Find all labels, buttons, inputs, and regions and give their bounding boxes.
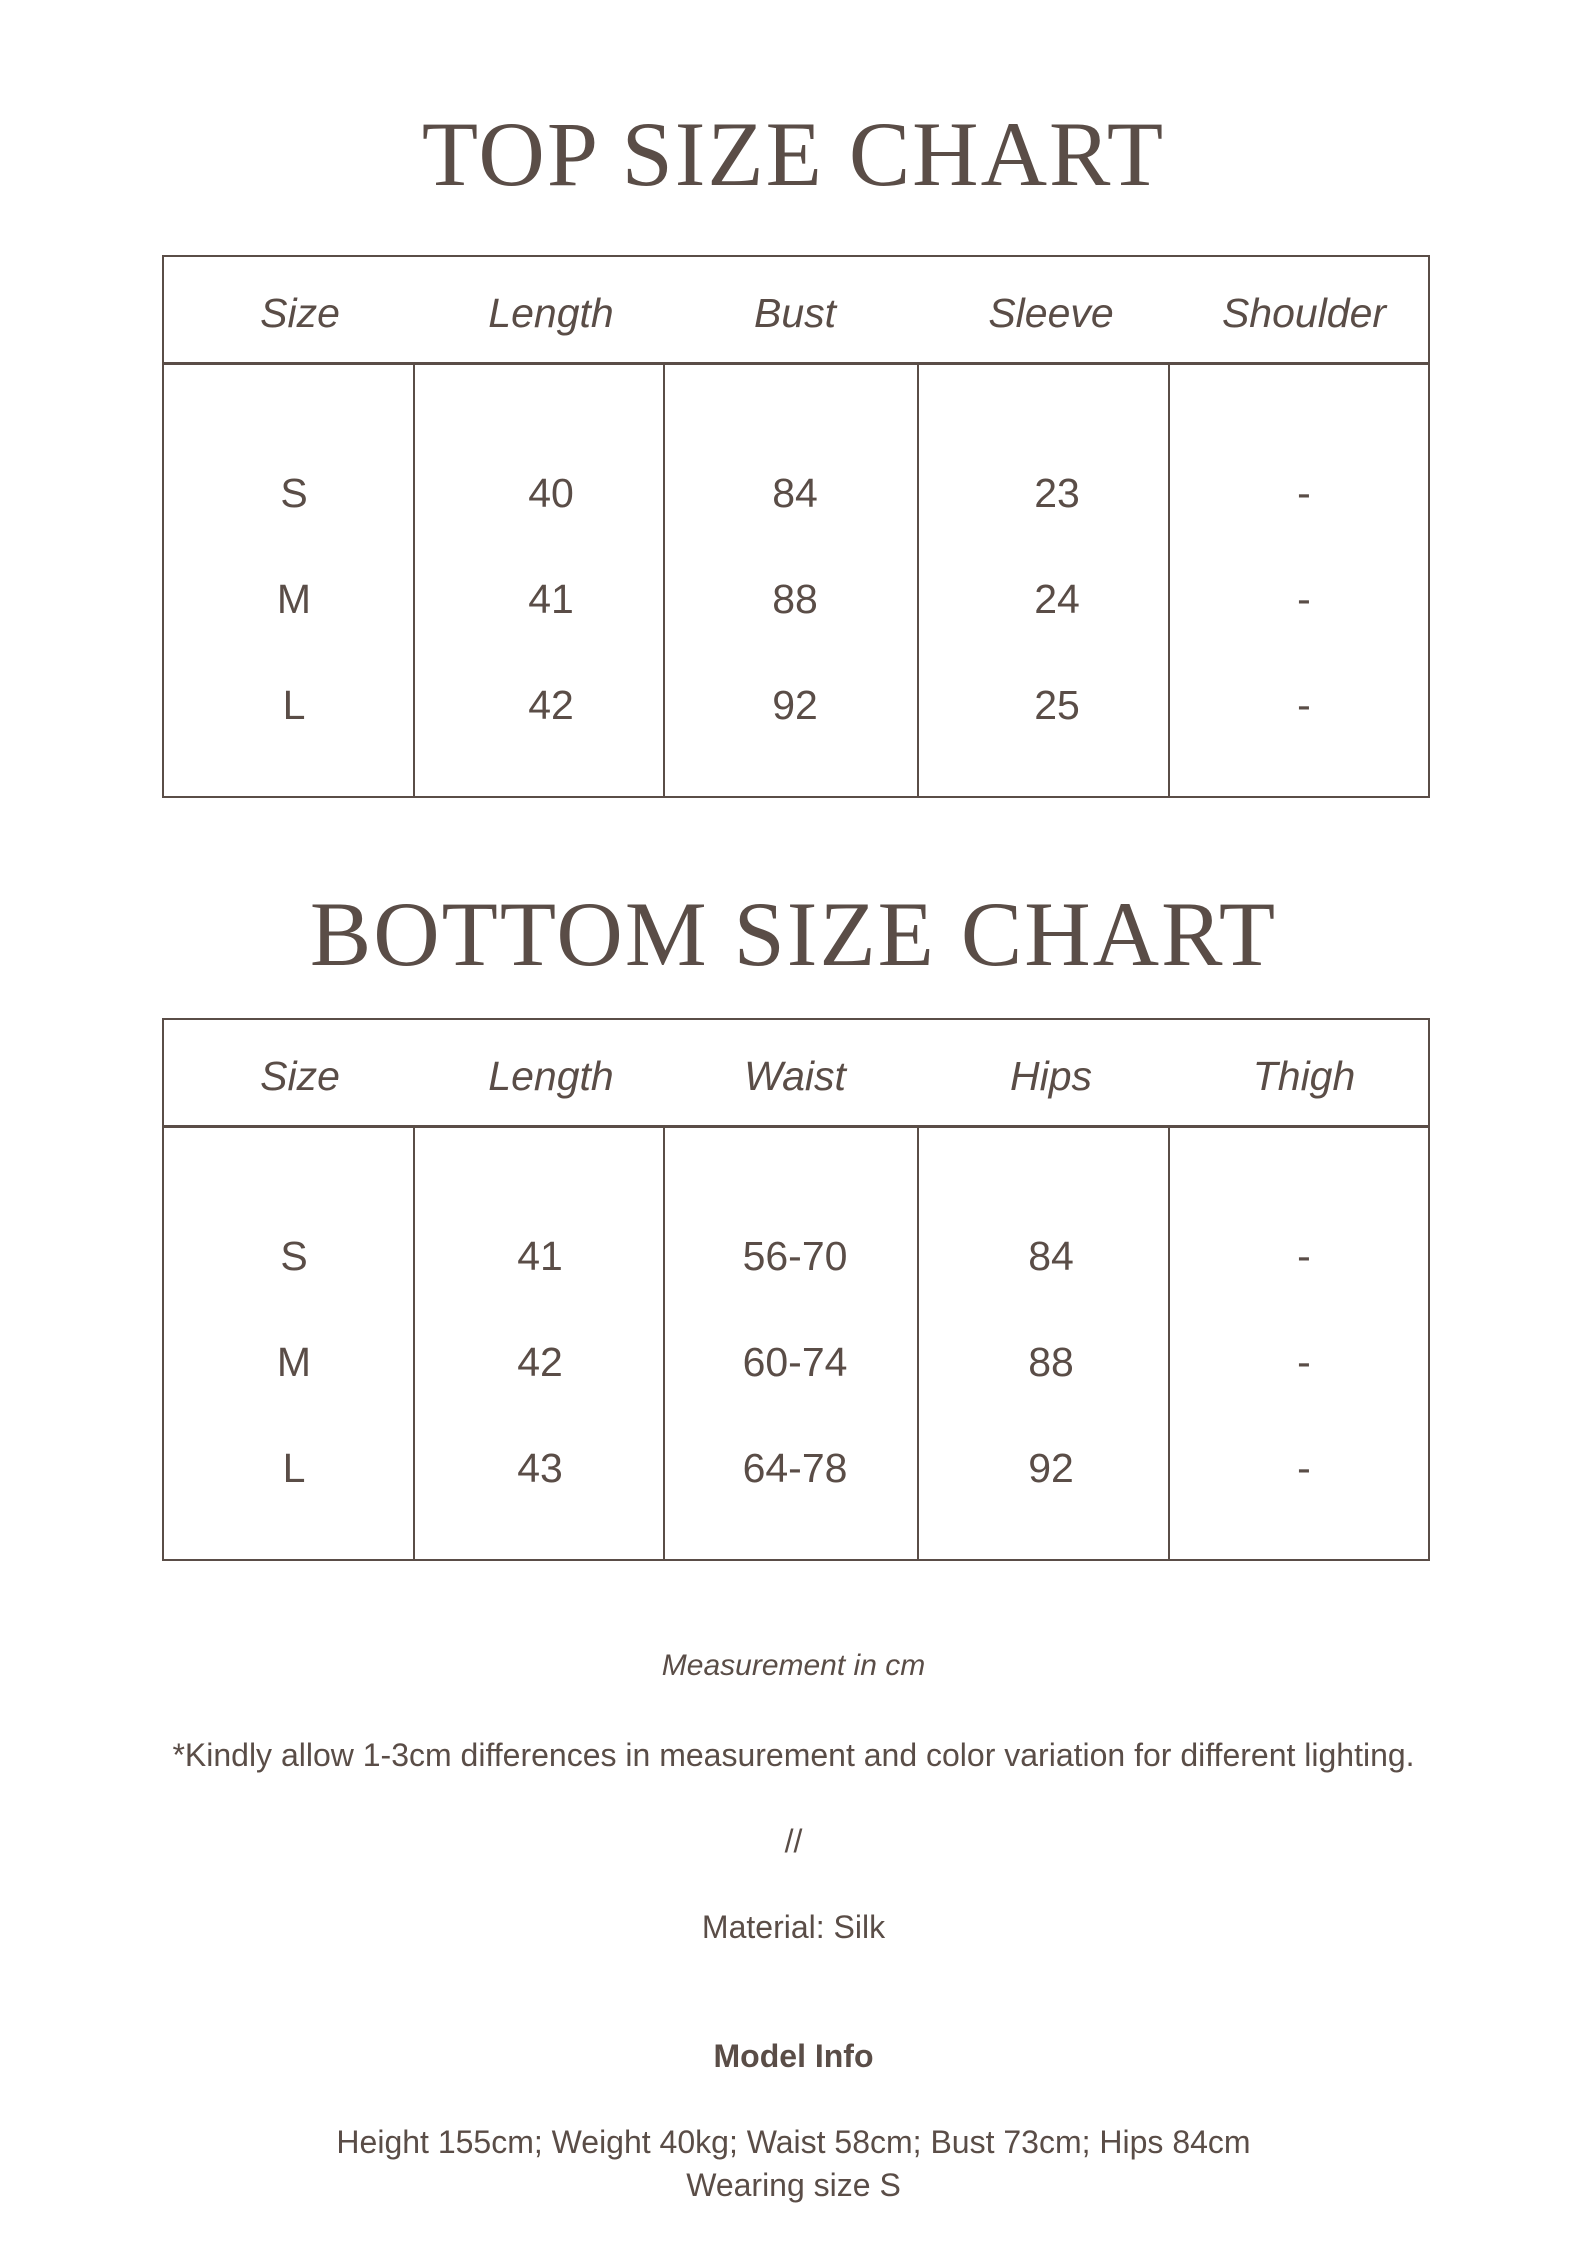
top-header-shoulder: Shoulder xyxy=(1221,290,1387,336)
top-cell-bust: 92 xyxy=(772,682,818,728)
top-cell-bust: 88 xyxy=(772,576,818,622)
top-cell-sleeve: 24 xyxy=(1034,576,1080,622)
top-cell-bust: 84 xyxy=(772,470,818,516)
bottom-cell-size: S xyxy=(280,1233,308,1279)
top-cell-length: 40 xyxy=(528,470,574,516)
bottom-cell-thigh: - xyxy=(1297,1339,1311,1385)
bottom-header-hips: Hips xyxy=(1009,1053,1093,1099)
top-size-chart-title: TOP SIZE CHART xyxy=(421,103,1166,205)
bottom-cell-hips: 92 xyxy=(1028,1445,1074,1491)
bottom-table-divider xyxy=(917,1128,919,1559)
top-table-divider xyxy=(917,365,919,796)
top-cell-size: M xyxy=(276,576,312,622)
top-cell-length: 42 xyxy=(528,682,574,728)
top-cell-sleeve: 25 xyxy=(1034,682,1080,728)
section-divider: // xyxy=(784,1823,803,1859)
bottom-cell-waist: 56-70 xyxy=(742,1233,848,1279)
top-cell-shoulder: - xyxy=(1297,576,1311,622)
top-header-bust: Bust xyxy=(753,290,837,336)
top-cell-length: 41 xyxy=(528,576,574,622)
top-table-divider xyxy=(663,365,665,796)
top-table-header-row xyxy=(164,257,1428,365)
bottom-cell-size: M xyxy=(276,1339,312,1385)
model-info-heading: Model Info xyxy=(713,2038,874,2074)
measurement-disclaimer: *Kindly allow 1-3cm differences in measurement and color variation for different lighting. xyxy=(172,1737,1415,1773)
bottom-cell-thigh: - xyxy=(1297,1445,1311,1491)
bottom-cell-length: 42 xyxy=(517,1339,563,1385)
bottom-header-length: Length xyxy=(488,1053,614,1099)
bottom-cell-waist: 64-78 xyxy=(742,1445,848,1491)
top-cell-shoulder: - xyxy=(1297,470,1311,516)
bottom-cell-length: 41 xyxy=(517,1233,563,1279)
bottom-size-chart-title: BOTTOM SIZE CHART xyxy=(309,883,1278,985)
bottom-table-header-row xyxy=(164,1020,1428,1128)
top-cell-sleeve: 23 xyxy=(1034,470,1080,516)
bottom-header-size: Size xyxy=(260,1053,340,1099)
bottom-cell-size: L xyxy=(282,1445,306,1491)
model-wearing-size: Wearing size S xyxy=(686,2167,901,2203)
bottom-cell-thigh: - xyxy=(1297,1233,1311,1279)
bottom-cell-length: 43 xyxy=(517,1445,563,1491)
top-cell-shoulder: - xyxy=(1297,682,1311,728)
top-size-table xyxy=(162,255,1430,798)
bottom-table-divider xyxy=(663,1128,665,1559)
top-table-divider xyxy=(413,365,415,796)
bottom-table-divider xyxy=(413,1128,415,1559)
top-header-sleeve: Sleeve xyxy=(988,290,1114,336)
top-header-size: Size xyxy=(260,290,340,336)
top-table-divider xyxy=(1168,365,1170,796)
bottom-cell-hips: 84 xyxy=(1028,1233,1074,1279)
top-cell-size: L xyxy=(282,682,306,728)
model-measurements: Height 155cm; Weight 40kg; Waist 58cm; Bust 73cm; Hips 84cm xyxy=(336,2124,1251,2160)
bottom-header-thigh: Thigh xyxy=(1252,1053,1356,1099)
top-cell-size: S xyxy=(280,470,308,516)
bottom-table-divider xyxy=(1168,1128,1170,1559)
material-info: Material: Silk xyxy=(701,1909,886,1945)
bottom-header-waist: Waist xyxy=(744,1053,846,1099)
measurement-unit-note: Measurement in cm xyxy=(661,1649,926,1682)
bottom-cell-waist: 60-74 xyxy=(742,1339,848,1385)
bottom-size-table xyxy=(162,1018,1430,1561)
top-header-length: Length xyxy=(488,290,614,336)
bottom-cell-hips: 88 xyxy=(1028,1339,1074,1385)
